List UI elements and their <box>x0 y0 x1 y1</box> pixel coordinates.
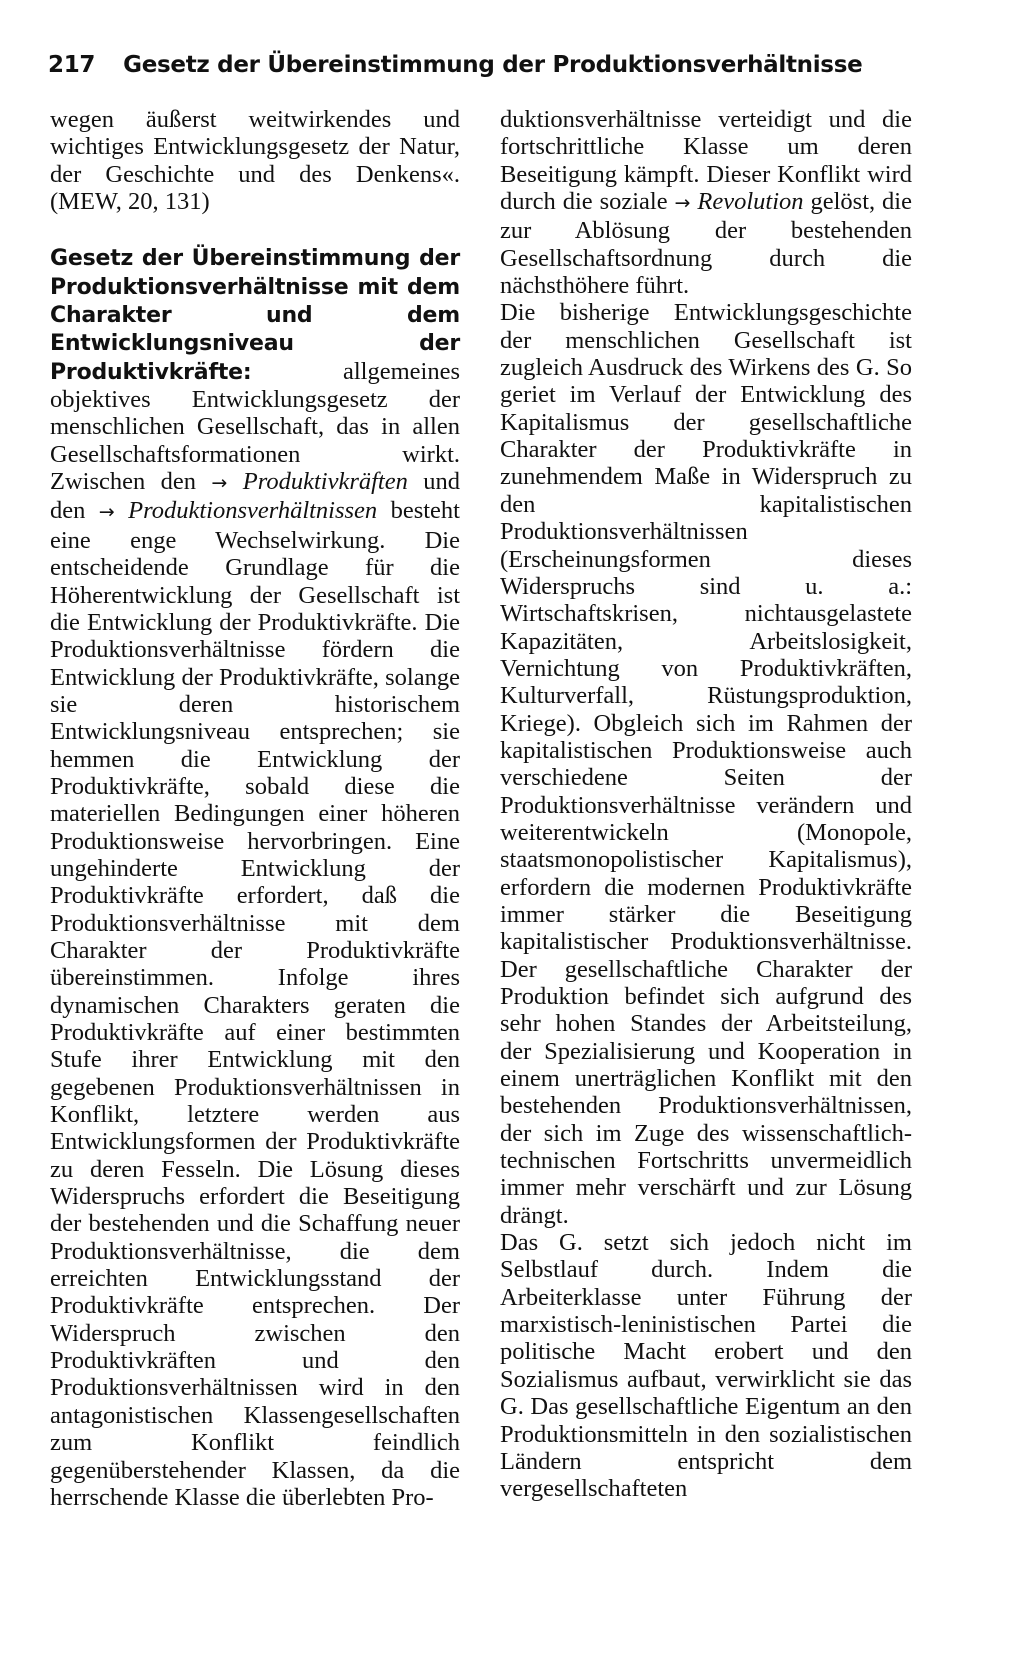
cross-reference-arrow: → <box>674 192 691 215</box>
cross-reference-revolution: Revolution <box>690 188 804 216</box>
entry-text-3: besteht eine enge Wechselwirkung. Die entscheidende Grundlage für die Höherentwicklung der Gesellschaft ist die Entwicklung der Produktivkräfte. Die Produktionsverhältnisse fördern die Entwicklung der Produktivkräfte, solange sie deren historischem Entwicklungsniveau entsprechen; sie hemmen die Entwicklung der Produktivkräfte, sobald diese die materiellen Bedingungen einer höheren Produktionsweise hervorbringen. Eine ungehinderte Entwicklung der Produktivkräfte erfordert, daß die Produktionsverhältnisse mit dem Charakter der Produktivkräfte übereinstimmen. Infolge ihres dynamischen Charakters geraten die Produktivkräfte auf einer bestimmten Stufe ihrer Entwicklung mit den gegebenen Produktionsverhältnissen in Konflikt, letztere werden aus Entwicklungsformen der Produktivkräfte zu deren Fesseln. Die Lösung dieses Widerspruchs erfordert die Beseitigung der bestehenden und die Schaffung neuer Produktionsverhältnisse, die dem erreichten Entwicklungsstand der Produktivkräfte entsprechen. Der Widerspruch zwischen den Produktivkräften und den Produktionsverhältnissen wird in den antagonistischen Klassengesellschaften zum Konflikt feindlich gegenüberstehender Klassen, da die herrschende Klasse die überlebten Pro- <box>50 497 460 1511</box>
right-column <box>500 106 912 1503</box>
page-number: 217 <box>48 52 96 78</box>
paragraph-1-text-a: duktionsverhältnisse verteidigt und die fortschrittliche Klasse um deren Beseitigung kämpft. Dieser Konflikt wird durch die soziale <box>500 106 912 216</box>
cross-reference-produktionsverhaeltnisse: Produktionsverhältnissen <box>114 497 378 525</box>
paragraph-2: Die bisherige Entwicklungsgeschichte der menschlichen Gesellschaft ist zugleich Ausdruck des Wirkens des G. So geriet im Verlauf der Entwicklung des Kapitalismus der gesellschaftliche Charakter der Produktivkräfte in zunehmendem Maße in Widerspruch zu den kapitalistischen Produktionsverhältnissen (Erscheinungsformen dieses Widerspruchs sind u. a.: Wirtschaftskrisen, nichtausgelastete Kapazitäten, Arbeitslosigkeit, Vernichtung von Produktivkräften, Kulturverfall, Rüstungsproduktion, Kriege). Obgleich sich im Rahmen der kapitalistischen Produktionsweise auch verschiedene Seiten der Produktionsverhältnisse verändern und weiterentwickeln (Monopole, staatsmonopolistischer Kapitalismus), erfordern die modernen Produktivkräfte immer stärker die Beseitigung kapitalistischer Produktionsverhältnisse. Der gesellschaftliche Charakter der Produktion befindet sich aufgrund des sehr hohen Standes der Arbeitsteilung, der Spezialisierung und Kooperation in einem unerträglichen Konflikt mit den bestehenden Produktionsverhältnissen, der sich im Zuge des wissenschaftlich-technischen Fortschritts unvermeidlich immer mehr verschärft und zur Lösung drängt. <box>500 299 912 1229</box>
running-title: Gesetz der Übereinstimmung der Produktionsverhältnisse <box>123 52 863 78</box>
entry-text-1: allgemeines objektives Entwicklungsgesetz der menschlichen Gesellschaft, das in allen Gesellschaftsformationen wirkt. Zwischen den <box>50 357 460 496</box>
entry-text-2: und den <box>50 468 460 525</box>
paragraph-1 <box>500 106 912 299</box>
cross-reference-arrow: → <box>211 472 228 495</box>
paragraph-3: Das G. setzt sich jedoch nicht im Selbstlauf durch. Indem die Arbeiterklasse unter Führung der marxistisch-leninistischen Partei die politische Macht erobert und den Sozialismus aufbaut, verwirklicht sie das G. Das gesellschaftliche Eigentum an den Produktionsmitteln in den sozialistischen Ländern entspricht dem vergesellschafteten <box>500 1229 912 1503</box>
dictionary-entry <box>50 244 460 1511</box>
cross-reference-arrow: → <box>98 501 115 524</box>
left-column <box>50 106 460 1511</box>
continuation-paragraph: wegen äußerst weitwirkendes und wichtiges Entwicklungsgesetz der Natur, der Geschichte und des Denkens«. (MEW, 20, 131) <box>50 106 460 216</box>
entry-lemma: Gesetz der Übereinstimmung der Produktionsverhältnisse mit dem Charakter und dem Entwicklungsniveau der Produktivkräfte: <box>50 246 460 385</box>
running-header <box>48 52 908 78</box>
paragraph-1-text-b: gelöst, die zur Ablösung der bestehenden Gesellschaftsordnung durch die nächsthöhere führt. <box>500 188 912 300</box>
cross-reference-produktivkraefte: Produktivkräften <box>227 468 408 496</box>
